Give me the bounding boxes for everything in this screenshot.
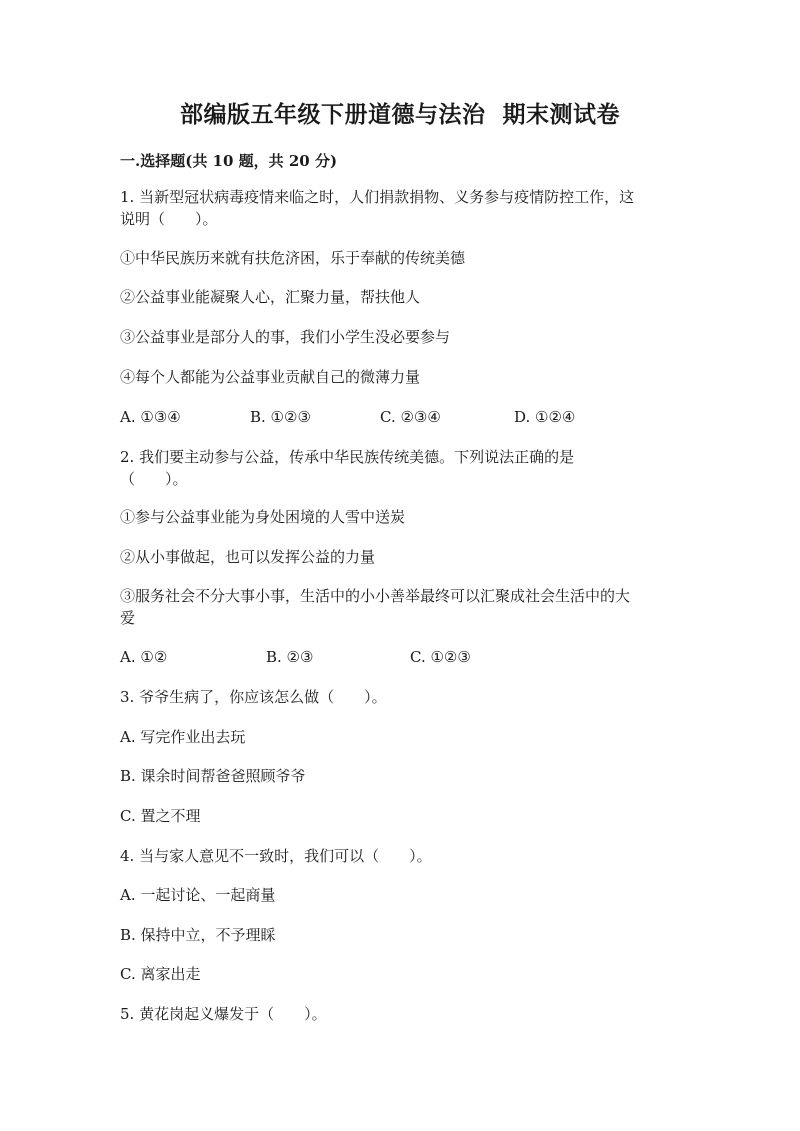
question-5-stem: 5. 黄花岗起义爆发于（ ）。 <box>120 1005 327 1023</box>
question-4-stem: 4. 当与家人意见不一致时，我们可以（ ）。 <box>120 847 432 865</box>
option-c[interactable]: C. ①②③ <box>410 648 471 666</box>
option-b[interactable]: B. ①②③ <box>250 408 311 426</box>
question-3-option-c[interactable]: C. 置之不理 <box>120 807 201 825</box>
question-1-statement-1: ①中华民族历来就有扶危济困，乐于奉献的传统美德 <box>120 249 466 267</box>
page-title: 部编版五年级下册道德与法治 期末测试卷 <box>179 101 620 128</box>
question-1-statement-3: ③公益事业是部分人的事，我们小学生没必要参与 <box>120 328 451 346</box>
option-b[interactable]: B. ②③ <box>266 648 314 666</box>
question-2-statement-3-line-1: ③服务社会不分大事小事，生活中的小小善举最终可以汇聚成社会生活中的大 <box>120 587 631 605</box>
option-a[interactable]: A. ①③④ <box>120 408 181 426</box>
question-1-stem-line-2: 说明（ ）。 <box>120 210 218 228</box>
question-3-stem: 3. 爷爷生病了，你应该怎么做（ ）。 <box>120 688 387 706</box>
question-2-statement-2: ②从小事做起，也可以发挥公益的力量 <box>120 548 376 566</box>
question-1-statement-2: ②公益事业能凝聚人心，汇聚力量，帮扶他人 <box>120 288 421 306</box>
question-2-statement-3-line-2: 爱 <box>120 609 136 627</box>
question-3-option-a[interactable]: A. 写完作业出去玩 <box>120 728 246 746</box>
question-2-stem-line-2: （ ）。 <box>120 470 188 488</box>
question-1-stem-line-1: 1. 当新型冠状病毒疫情来临之时，人们捐款捐物、义务参与疫情防控工作，这 <box>120 188 635 206</box>
section-heading: 一.选择题(共 10 题，共 20 分) <box>120 152 338 170</box>
question-3-option-b[interactable]: B. 课余时间帮爸爸照顾爷爷 <box>120 767 306 785</box>
question-1-options <box>120 406 680 428</box>
question-2-stem-line-1: 2. 我们要主动参与公益，传承中华民族传统美德。下列说法正确的是 <box>120 448 575 466</box>
option-a[interactable]: A. ①② <box>120 648 168 666</box>
question-4-option-a[interactable]: A. 一起讨论、一起商量 <box>120 886 276 904</box>
option-d[interactable]: D. ①②④ <box>514 408 576 426</box>
question-4-option-b[interactable]: B. 保持中立，不予理睬 <box>120 926 276 944</box>
question-2-statement-1: ①参与公益事业能为身处困境的人雪中送炭 <box>120 508 406 526</box>
question-2-options <box>120 646 680 668</box>
question-1-statement-4: ④每个人都能为公益事业贡献自己的微薄力量 <box>120 368 421 386</box>
option-c[interactable]: C. ②③④ <box>380 408 441 426</box>
question-4-option-c[interactable]: C. 离家出走 <box>120 965 201 983</box>
